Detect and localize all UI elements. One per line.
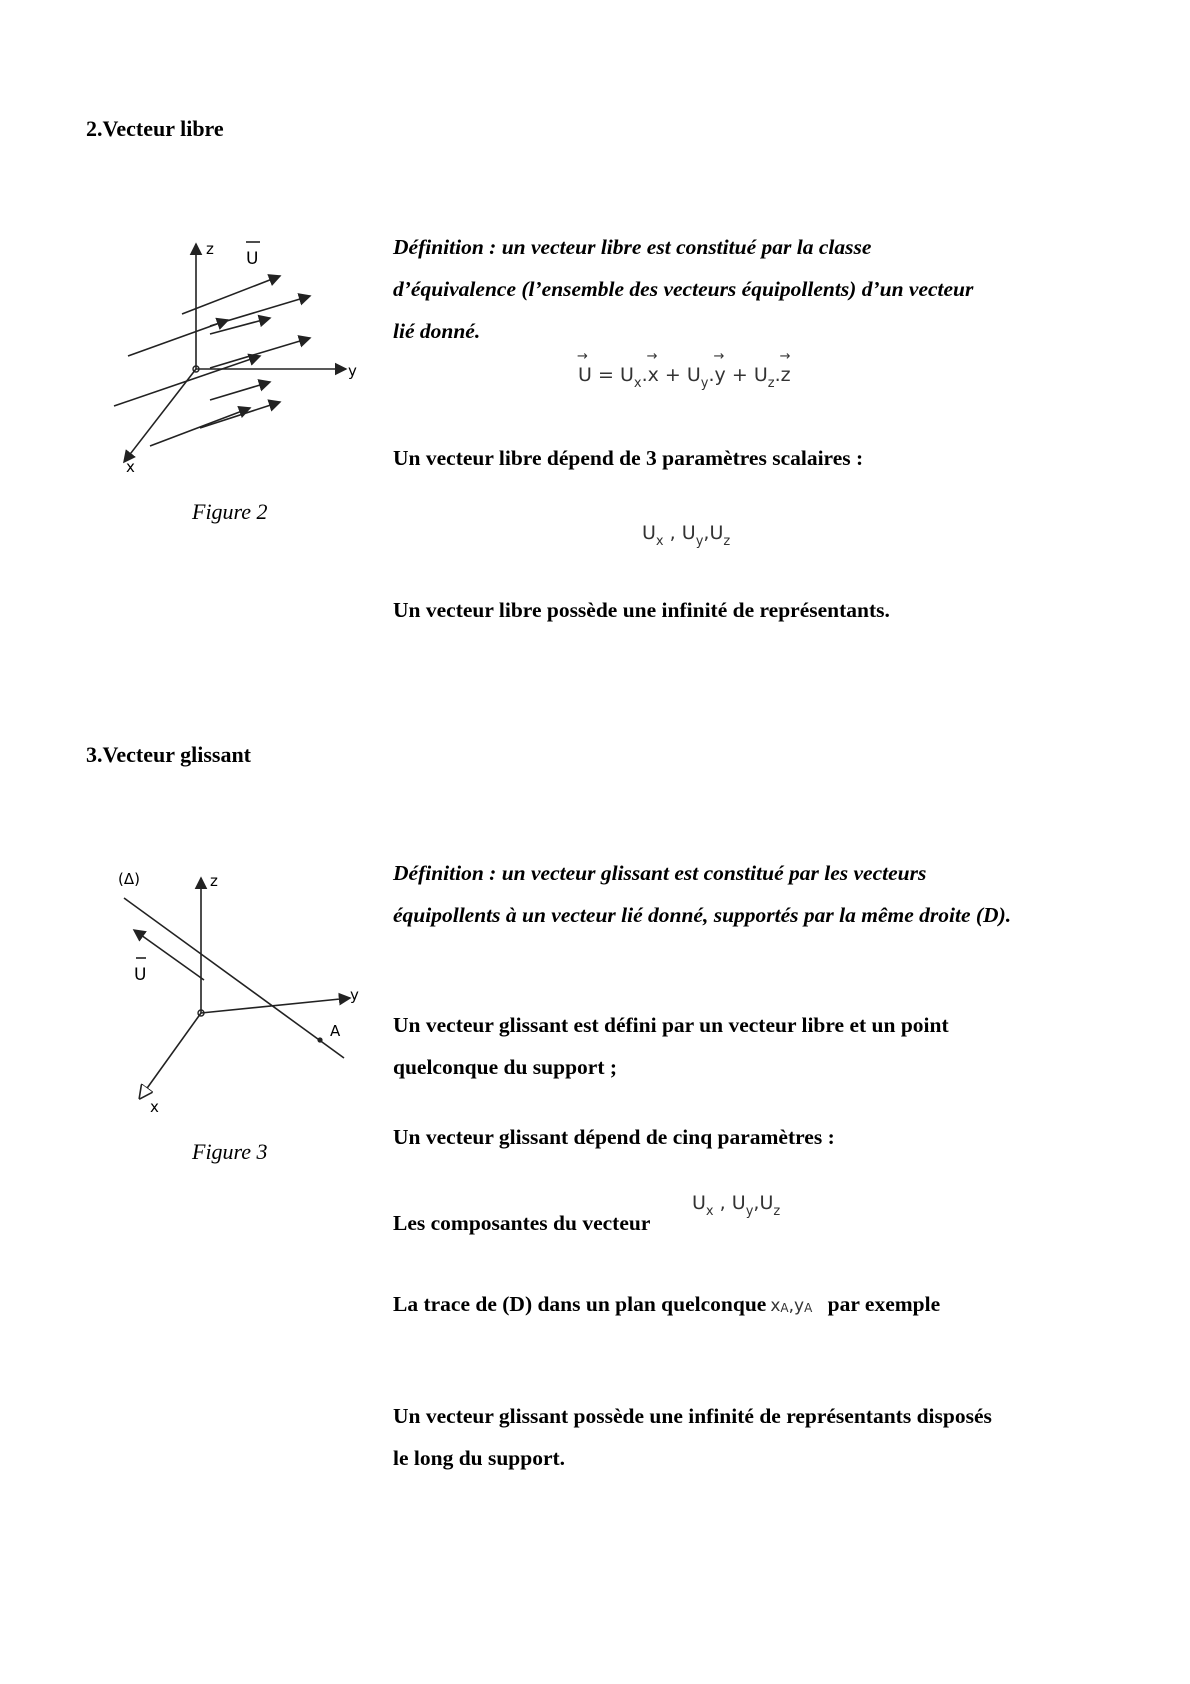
section-3-definition: Définition : un vecteur glissant est constitué par les vecteurs équipollents à un vecteur lié donné, supportés par la même droite (D). xyxy=(393,861,1012,927)
fig3-support-line xyxy=(124,898,344,1058)
figure-3-caption: Figure 3 xyxy=(192,1139,268,1164)
fig2-vector xyxy=(150,408,250,446)
section-3-representants: Un vecteur glissant possède une infinité de représentants disposés le long du support. xyxy=(393,1404,992,1470)
fig2-label-u: U xyxy=(246,249,259,269)
fig2-vector xyxy=(200,402,280,428)
section-3-composantes-label: Les composantes du vecteur xyxy=(393,1211,651,1235)
figure-2-caption: Figure 2 xyxy=(192,499,268,524)
section-2-params-text: Un vecteur libre dépend de 3 paramètres scalaires : xyxy=(393,446,864,470)
vector-decomposition-formula: → $U = U_x.\to x + U_y.\to y + U_z.\to z$ xyxy=(578,364,791,386)
fig2-label-y: y xyxy=(348,362,357,380)
fig3-label-z: z xyxy=(210,872,218,890)
section-3-depend: Un vecteur glissant dépend de cinq paramètres : xyxy=(393,1125,835,1149)
fig3-label-u: U xyxy=(134,965,147,985)
figure-2-drawing xyxy=(110,236,370,476)
figure-3-drawing xyxy=(116,868,366,1118)
fig2-label-x: x xyxy=(126,458,135,476)
fig2-vector xyxy=(210,382,270,400)
fig3-y-axis xyxy=(201,998,350,1013)
section-2-definition: Définition : un vecteur libre est constitué par la classe d’équivalence (l’ensemble des vecteurs équipollents) d’un vecteur lié donné. xyxy=(393,235,974,343)
fig2-vector xyxy=(114,356,260,406)
section-3-heading: 3.Vecteur glissant xyxy=(86,742,251,767)
fig2-vector xyxy=(128,320,228,356)
section-3-composantes-formula: $U_x$ , $U_y,U_z$ xyxy=(692,1192,781,1219)
section-2-representants: Un vecteur libre possède une infinité de représentants. xyxy=(393,598,890,622)
section-2-heading: 2.Vecteur libre xyxy=(86,116,224,141)
fig3-label-x: x xyxy=(150,1098,159,1116)
section-2-params-formula: $U_x$ , $U_y,U_z$ xyxy=(642,522,731,549)
section-3-defini-par: Un vecteur glissant est défini par un vecteur libre et un point quelconque du support ; xyxy=(393,1013,949,1079)
fig3-label-delta: (Δ) xyxy=(118,870,140,888)
fig3-label-y: y xyxy=(350,986,359,1004)
fig2-vector xyxy=(210,338,310,368)
fig3-x-axis xyxy=(140,1013,201,1098)
fig3-label-a: A xyxy=(330,1022,341,1040)
section-3-trace: La trace de (D) dans un plan quelconque xA,yA par exemple xyxy=(393,1292,941,1316)
fig2-vector xyxy=(210,318,270,334)
fig2-x-axis xyxy=(124,369,196,462)
fig2-label-z: z xyxy=(206,240,214,258)
trace-formula: xA,yA xyxy=(770,1296,813,1316)
